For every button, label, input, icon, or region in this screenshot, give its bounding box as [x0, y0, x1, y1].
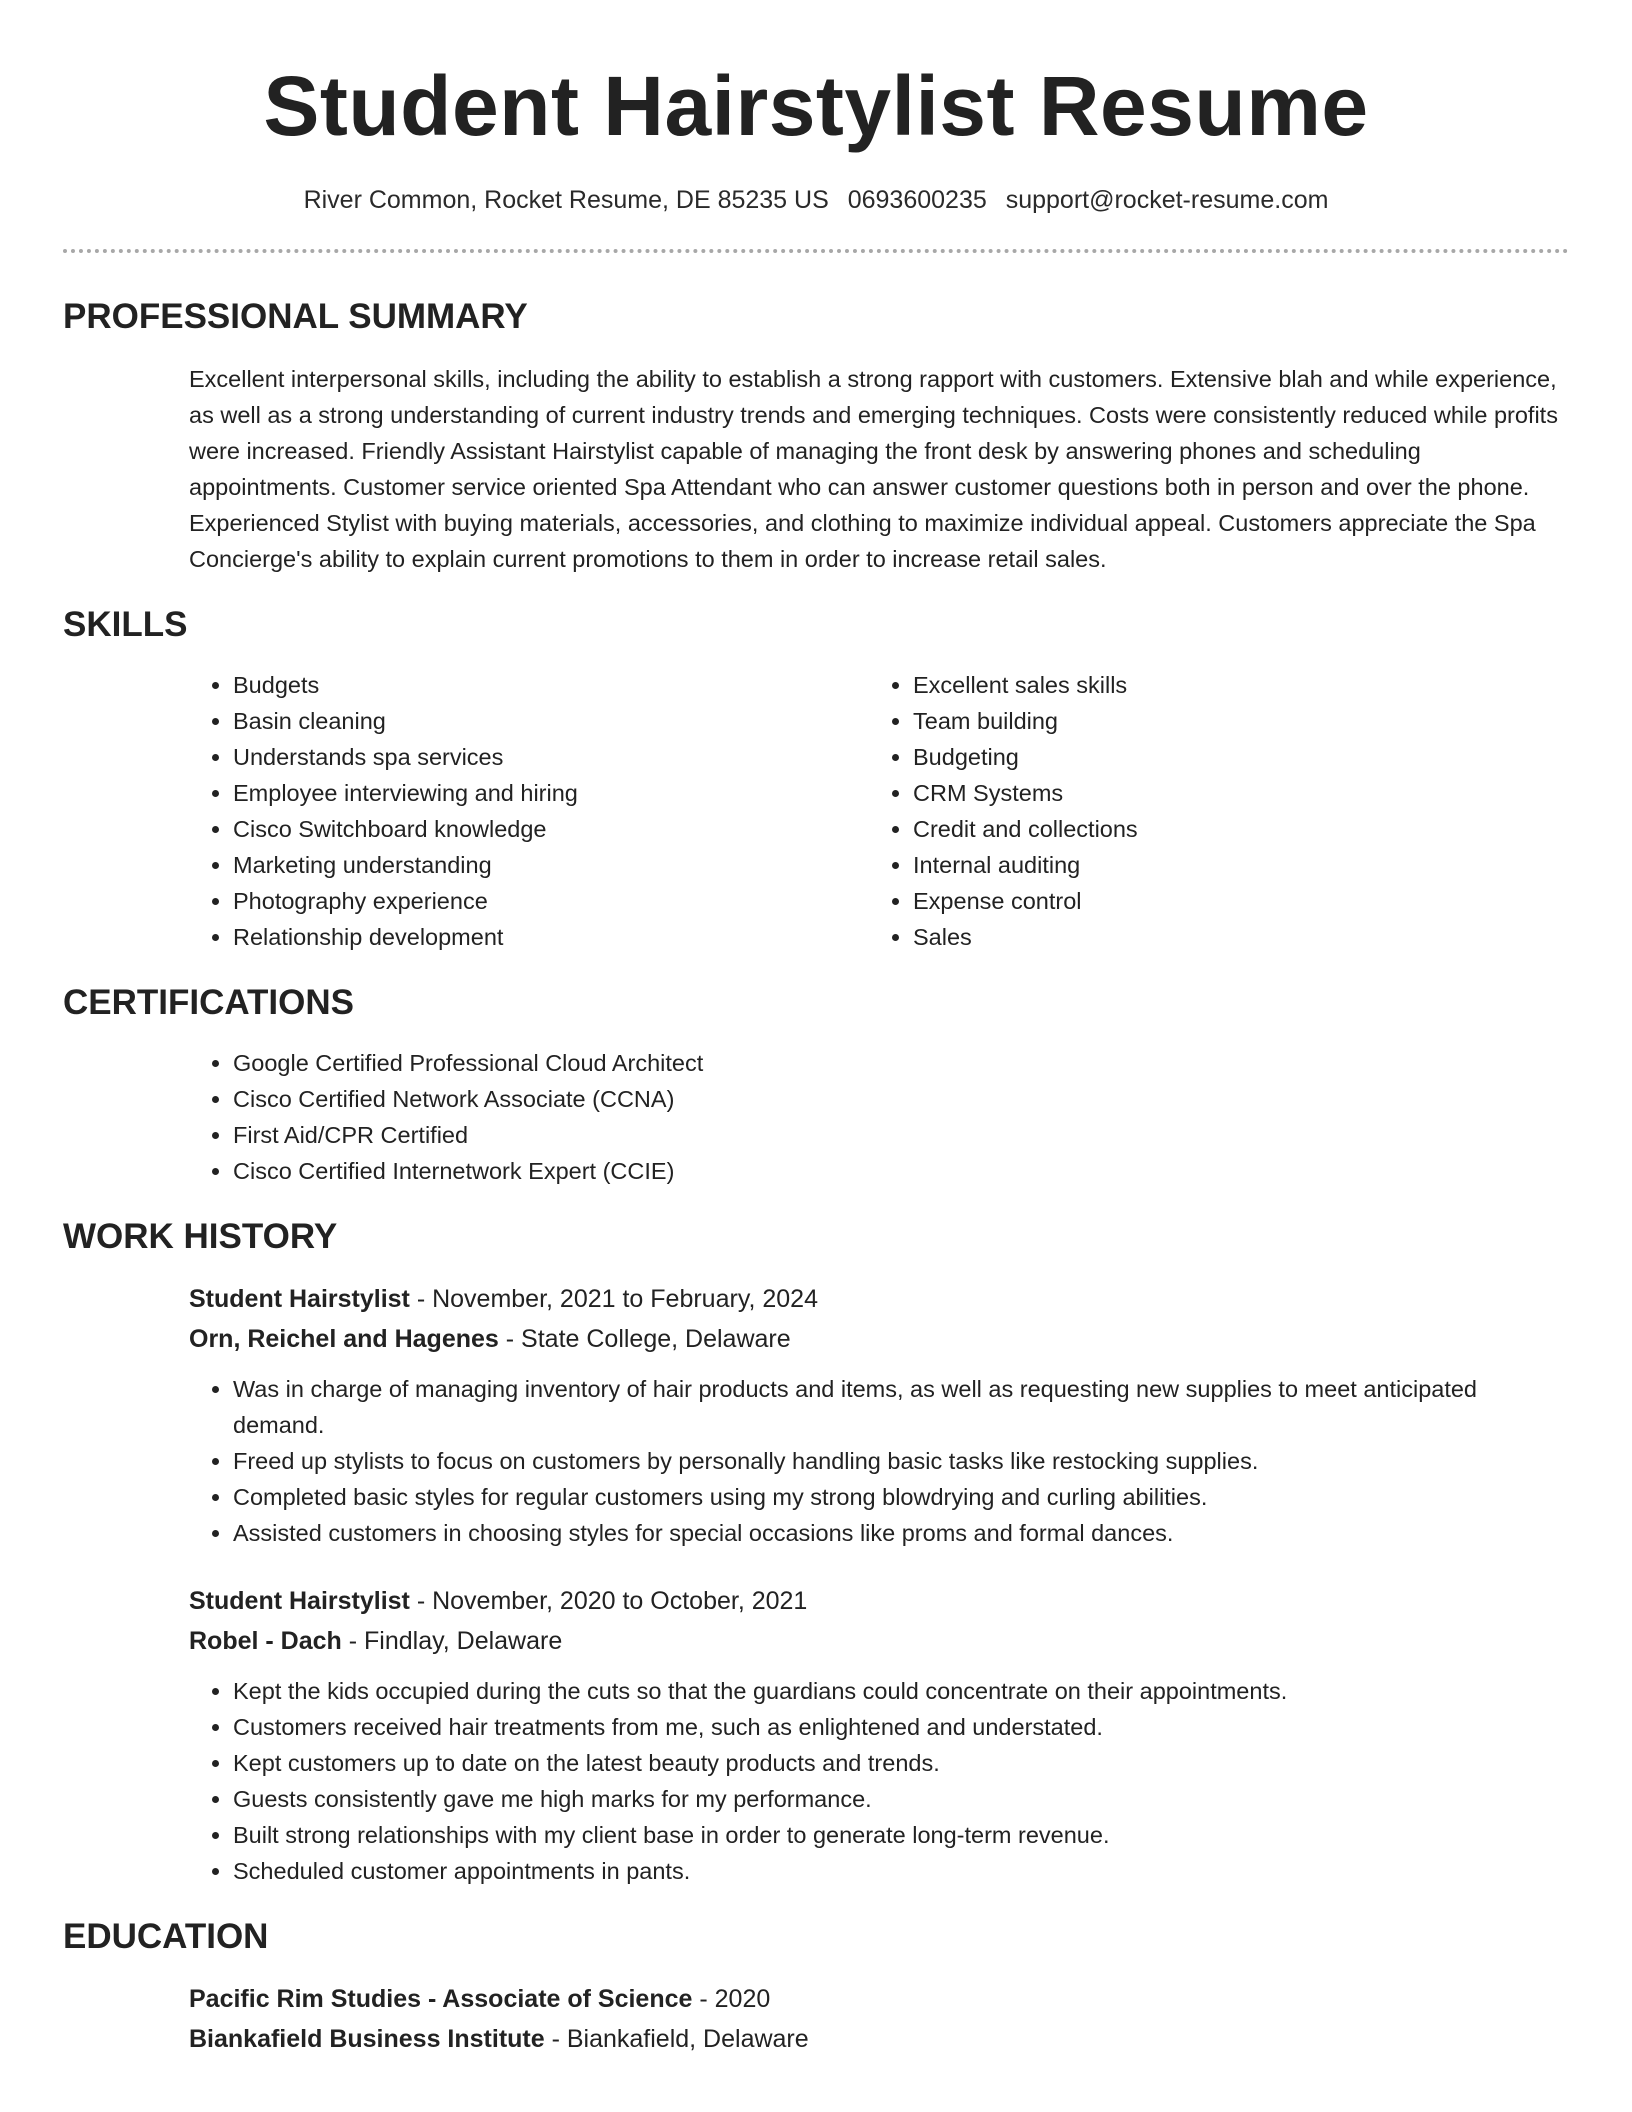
skill-item: • Cisco Switchboard knowledge [233, 811, 869, 847]
job-company: Orn, Reichel and Hagenes [189, 1325, 499, 1353]
degree: Pacific Rim Studies - Associate of Science [189, 1985, 693, 2013]
job-duty: • Completed basic styles for regular customers using my strong blowdrying and curling abilities. [233, 1479, 1569, 1515]
certifications-heading: CERTIFICATIONS [63, 983, 355, 1022]
job-company-line [189, 1621, 1569, 1661]
page-title: Student Hairstylist Resume [263, 59, 1369, 153]
work-history-section [63, 1217, 1569, 1889]
certification-item: • First Aid/CPR Certified [233, 1117, 1569, 1153]
work-history-heading: WORK HISTORY [63, 1217, 338, 1256]
skills-heading: SKILLS [63, 605, 188, 644]
skill-item: • Excellent sales skills [913, 667, 1549, 703]
skills-section [63, 605, 1569, 955]
certification-item: • Cisco Certified Network Associate (CCNA) [233, 1081, 1569, 1117]
summary-section [63, 297, 1569, 577]
education-heading: EDUCATION [63, 1917, 269, 1956]
skills-list-right [869, 667, 1549, 955]
job-title: Student Hairstylist [189, 1285, 410, 1313]
skill-item: • Team building [913, 703, 1549, 739]
certification-item: • Cisco Certified Internetwork Expert (CCIE) [233, 1153, 1569, 1189]
job-duty: • Kept the kids occupied during the cuts so that the guardians could concentrate on their appointments. [233, 1673, 1569, 1709]
job-company-line [189, 1319, 1569, 1359]
skill-item: • Internal auditing [913, 847, 1549, 883]
education-section [63, 1917, 1569, 2059]
contact-line [63, 186, 1569, 215]
job-entry [189, 1279, 1569, 1551]
job-dates: - November, 2020 to October, 2021 [409, 1587, 808, 1615]
skill-item: • Understands spa services [233, 739, 869, 775]
degree-line [189, 1979, 1569, 2019]
summary-heading: PROFESSIONAL SUMMARY [63, 297, 528, 336]
skill-item: • Employee interviewing and hiring [233, 775, 869, 811]
job-duty: • Built strong relationships with my client base in order to generate long-term revenue. [233, 1817, 1569, 1853]
job-duty: • Customers received hair treatments from me, such as enlightened and understated. [233, 1709, 1569, 1745]
job-duty: • Was in charge of managing inventory of hair products and items, as well as requesting new supplies to meet anticipated demand. [233, 1371, 1569, 1443]
job-title-line [189, 1581, 1569, 1621]
job-duty: • Assisted customers in choosing styles for special occasions like proms and formal dances. [233, 1515, 1569, 1551]
job-location: - State College, Delaware [498, 1325, 791, 1353]
job-duty: • Freed up stylists to focus on customers by personally handling basic tasks like restocking supplies. [233, 1443, 1569, 1479]
job-duties-list [189, 1371, 1569, 1551]
job-duty: • Scheduled customer appointments in pants. [233, 1853, 1569, 1889]
job-dates: - November, 2021 to February, 2024 [409, 1285, 818, 1313]
skill-item: • Budgeting [913, 739, 1549, 775]
school-line [189, 2019, 1569, 2059]
job-company: Robel - Dach [189, 1627, 342, 1655]
skill-item: • Relationship development [233, 919, 869, 955]
job-title-line [189, 1279, 1569, 1319]
job-duties-list [189, 1673, 1569, 1889]
skill-item: • Photography experience [233, 883, 869, 919]
job-duty: • Guests consistently gave me high marks for my performance. [233, 1781, 1569, 1817]
certifications-list [189, 1045, 1569, 1189]
education-entry [189, 1979, 1569, 2059]
school-location: - Biankafield, Delaware [544, 2025, 809, 2053]
degree-year: - 2020 [692, 1985, 771, 2013]
job-duty: • Kept customers up to date on the latest beauty products and trends. [233, 1745, 1569, 1781]
certification-item: • Google Certified Professional Cloud Architect [233, 1045, 1569, 1081]
skill-item: • Credit and collections [913, 811, 1549, 847]
skill-item: • Marketing understanding [233, 847, 869, 883]
job-location: - Findlay, Delaware [341, 1627, 563, 1655]
summary-text: Excellent interpersonal skills, including the ability to establish a strong rapport with customers. Extensive blah and while experience, as well as a strong understanding of current industry trends and emerging techniques. Costs were consistently reduced while profits were increased. Friendly Assistant Hairstylist capable of managing the front desk by answering phones and scheduling appointments. Customer service oriented Spa Attendant who can answer customer questions both in person and over the phone. Experienced Stylist with buying materials, accessories, and clothing to maximize individual appeal. Customers appreciate the Spa Concierge's ability to explain current promotions to them in order to increase retail sales. [189, 366, 1558, 572]
job-title: Student Hairstylist [189, 1587, 410, 1615]
skill-item: • CRM Systems [913, 775, 1549, 811]
skill-item: • Basin cleaning [233, 703, 869, 739]
school-name: Biankafield Business Institute [189, 2025, 545, 2053]
contact-email: support@rocket-resume.com [1005, 186, 1329, 214]
job-entry [189, 1581, 1569, 1889]
contact-phone: 0693600235 [847, 186, 987, 214]
skill-item: • Budgets [233, 667, 869, 703]
skill-item: • Expense control [913, 883, 1549, 919]
certifications-section [63, 983, 1569, 1189]
contact-address: River Common, Rocket Resume, DE 85235 US [303, 186, 829, 214]
header-divider [63, 249, 1569, 253]
skills-list-left [189, 667, 869, 955]
skill-item: • Sales [913, 919, 1549, 955]
